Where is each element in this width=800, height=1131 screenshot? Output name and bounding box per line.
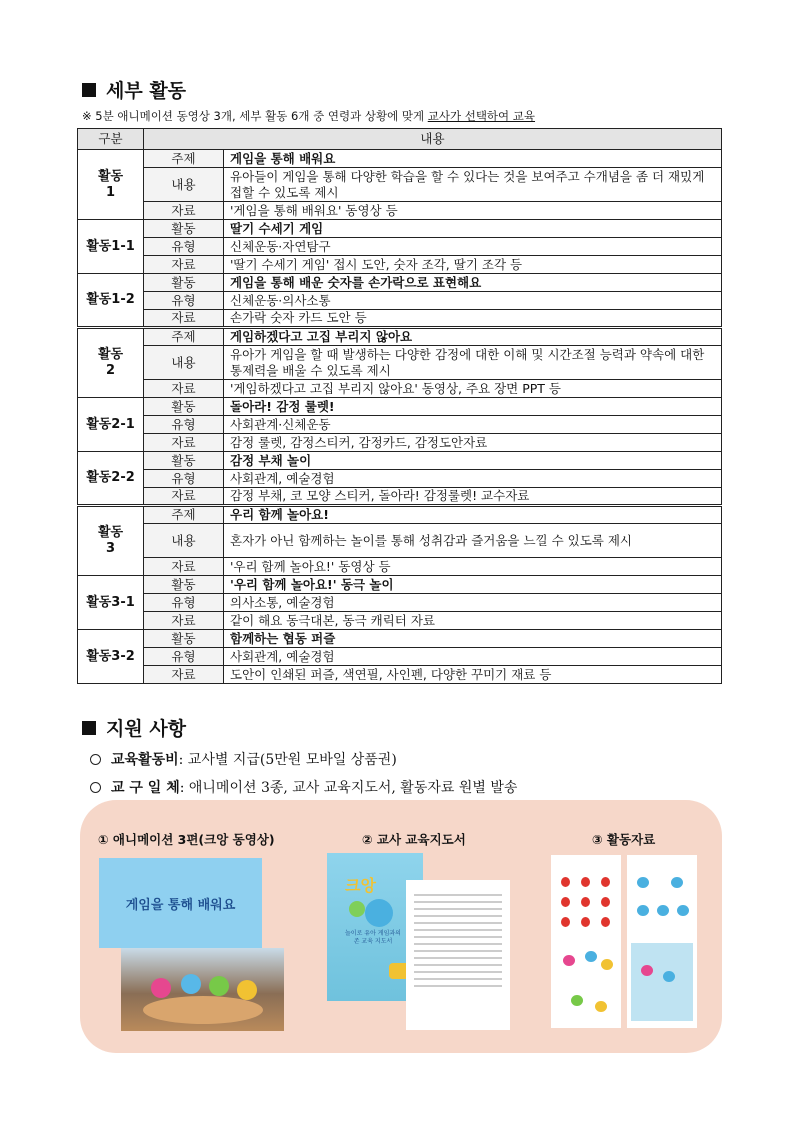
row-content: 사회관계·신체운동	[224, 416, 722, 434]
row-label: 유형	[144, 292, 224, 310]
table-row	[78, 310, 722, 328]
table-row	[78, 328, 722, 346]
worksheet-emotion	[627, 855, 697, 1028]
table-row	[78, 398, 722, 416]
row-label: 주제	[144, 506, 224, 524]
row-content: 유아가 게임을 할 때 발생하는 다양한 감정에 대한 이해 및 시간조절 능력과 약속에 대한 통제력을 배울 수 있도록 제시	[224, 346, 722, 380]
row-content: 유아들이 게임을 통해 다양한 학습을 할 수 있다는 것을 보여주고 수개념을 좀 더 재밌게 접할 수 있도록 제시	[224, 168, 722, 202]
gallery-title-animation: ① 애니메이션 3편(크앙 동영상)	[98, 832, 275, 847]
row-label: 활동	[144, 398, 224, 416]
row-content: 게임을 통해 배운 숫자를 손가락으로 표현해요	[224, 274, 722, 292]
row-content: 의사소통, 예술경험	[224, 594, 722, 612]
table-row	[78, 274, 722, 292]
row-label: 자료	[144, 256, 224, 274]
row-label: 유형	[144, 238, 224, 256]
row-content: 감정 부채, 코 모양 스티커, 돌아라! 감정룰렛! 교수자료	[224, 488, 722, 506]
table-row	[78, 220, 722, 238]
circle-bullet-icon	[90, 782, 101, 793]
table-row	[78, 292, 722, 310]
row-label: 활동	[144, 220, 224, 238]
header-content: 내용	[144, 129, 722, 150]
row-label: 자료	[144, 202, 224, 220]
row-label: 활동	[144, 576, 224, 594]
animation-scene-image	[121, 948, 284, 1031]
table-row	[78, 346, 722, 380]
row-label: 내용	[144, 168, 224, 202]
worksheet-strawberry	[551, 855, 621, 1028]
row-content: 감정 룰렛, 감정스티커, 감정카드, 감정도안자료	[224, 434, 722, 452]
characters-illustration	[121, 948, 284, 1031]
square-bullet-icon	[82, 721, 96, 735]
row-label: 내용	[144, 346, 224, 380]
row-content: 사회관계, 예술경험	[224, 470, 722, 488]
guidebook-pages	[406, 880, 510, 1030]
row-label: 내용	[144, 524, 224, 558]
table-row	[78, 470, 722, 488]
table-row	[78, 150, 722, 168]
group-cell: 활동 2	[78, 328, 144, 398]
row-content: 돌아라! 감정 룰렛!	[224, 398, 722, 416]
row-content: '우리 함께 놀아요!' 동극 놀이	[224, 576, 722, 594]
support-item: 교육활동비: 교사별 지급(5만원 모바일 상품권)	[90, 745, 517, 773]
table-row	[78, 488, 722, 506]
guidebook-subtitle: 놀이로 유아 게임과의존 교육 지도서	[345, 930, 401, 945]
square-bullet-icon	[82, 83, 96, 97]
row-content: 딸기 수세기 게임	[224, 220, 722, 238]
group-cell: 활동3-1	[78, 576, 144, 630]
svg-text:크앙: 크앙	[345, 876, 376, 895]
table-row	[78, 380, 722, 398]
animation-thumbnail: 게임을 통해 배워요	[99, 858, 262, 948]
gallery-title-guidebook: ② 교사 교육지도서	[362, 832, 466, 847]
group-cell: 활동1-2	[78, 274, 144, 328]
header-category: 구분	[78, 129, 144, 150]
support-list	[90, 745, 517, 801]
row-content: 함께하는 협동 퍼즐	[224, 630, 722, 648]
row-label: 유형	[144, 594, 224, 612]
row-content: 사회관계, 예술경험	[224, 648, 722, 666]
table-header-row	[78, 129, 722, 150]
row-content: 같이 해요 동극대본, 동극 캐릭터 자료	[224, 612, 722, 630]
row-label: 자료	[144, 558, 224, 576]
row-label: 유형	[144, 470, 224, 488]
table-row	[78, 648, 722, 666]
row-label: 자료	[144, 666, 224, 684]
row-content: 신체운동·의사소통	[224, 292, 722, 310]
row-content: '딸기 수세기 게임' 접시 도안, 숫자 조각, 딸기 조각 등	[224, 256, 722, 274]
row-content: 신체운동·자연탐구	[224, 238, 722, 256]
row-content: '게임을 통해 배워요' 동영상 등	[224, 202, 722, 220]
group-cell: 활동 1	[78, 150, 144, 220]
table-row	[78, 506, 722, 524]
table-row	[78, 452, 722, 470]
section-title-support: 지원 사항	[82, 714, 186, 741]
group-cell: 활동2-1	[78, 398, 144, 452]
row-label: 주제	[144, 328, 224, 346]
table-row	[78, 666, 722, 684]
row-content: 게임을 통해 배워요	[224, 150, 722, 168]
table-row	[78, 416, 722, 434]
table-row	[78, 524, 722, 558]
row-content: 손가락 숫자 카드 도안 등	[224, 310, 722, 328]
gallery-title-materials: ③ 활동자료	[592, 832, 656, 847]
table-row	[78, 202, 722, 220]
selection-note: ※ 5분 애니메이션 동영상 3개, 세부 활동 6개 중 연령과 상황에 맞게 교사가 선택하여 교육	[82, 109, 536, 123]
row-content: 도안이 인쇄된 퍼즐, 색연필, 사인펜, 다양한 꾸미기 재료 등	[224, 666, 722, 684]
row-content: 게임하겠다고 고집 부리지 않아요	[224, 328, 722, 346]
table-row	[78, 594, 722, 612]
table-row	[78, 558, 722, 576]
row-content: 우리 함께 놀아요!	[224, 506, 722, 524]
table-row	[78, 256, 722, 274]
row-label: 자료	[144, 488, 224, 506]
row-label: 유형	[144, 648, 224, 666]
row-content: '게임하겠다고 고집 부리지 않아요' 동영상, 주요 장면 PPT 등	[224, 380, 722, 398]
activity-table	[77, 128, 722, 684]
table-row	[78, 630, 722, 648]
row-label: 활동	[144, 274, 224, 292]
row-label: 유형	[144, 416, 224, 434]
table-row	[78, 434, 722, 452]
row-content: 혼자가 아닌 함께하는 놀이를 통해 성취감과 즐거움을 느낄 수 있도록 제시	[224, 524, 722, 558]
table-row	[78, 238, 722, 256]
row-label: 자료	[144, 380, 224, 398]
row-label: 주제	[144, 150, 224, 168]
row-label: 활동	[144, 452, 224, 470]
row-label: 자료	[144, 612, 224, 630]
table-row	[78, 612, 722, 630]
group-cell: 활동 3	[78, 506, 144, 576]
row-label: 자료	[144, 310, 224, 328]
group-cell: 활동2-2	[78, 452, 144, 506]
table-row	[78, 576, 722, 594]
row-label: 활동	[144, 630, 224, 648]
group-cell: 활동1-1	[78, 220, 144, 274]
circle-bullet-icon	[90, 754, 101, 765]
row-content: '우리 함께 놀아요!' 동영상 등	[224, 558, 722, 576]
row-content: 감정 부채 놀이	[224, 452, 722, 470]
group-cell: 활동3-2	[78, 630, 144, 684]
section-title-details: 세부 활동	[82, 76, 186, 103]
table-row	[78, 168, 722, 202]
support-item: 교 구 일 체: 애니메이션 3종, 교사 교육지도서, 활동자료 원별 발송	[90, 773, 517, 801]
row-label: 자료	[144, 434, 224, 452]
